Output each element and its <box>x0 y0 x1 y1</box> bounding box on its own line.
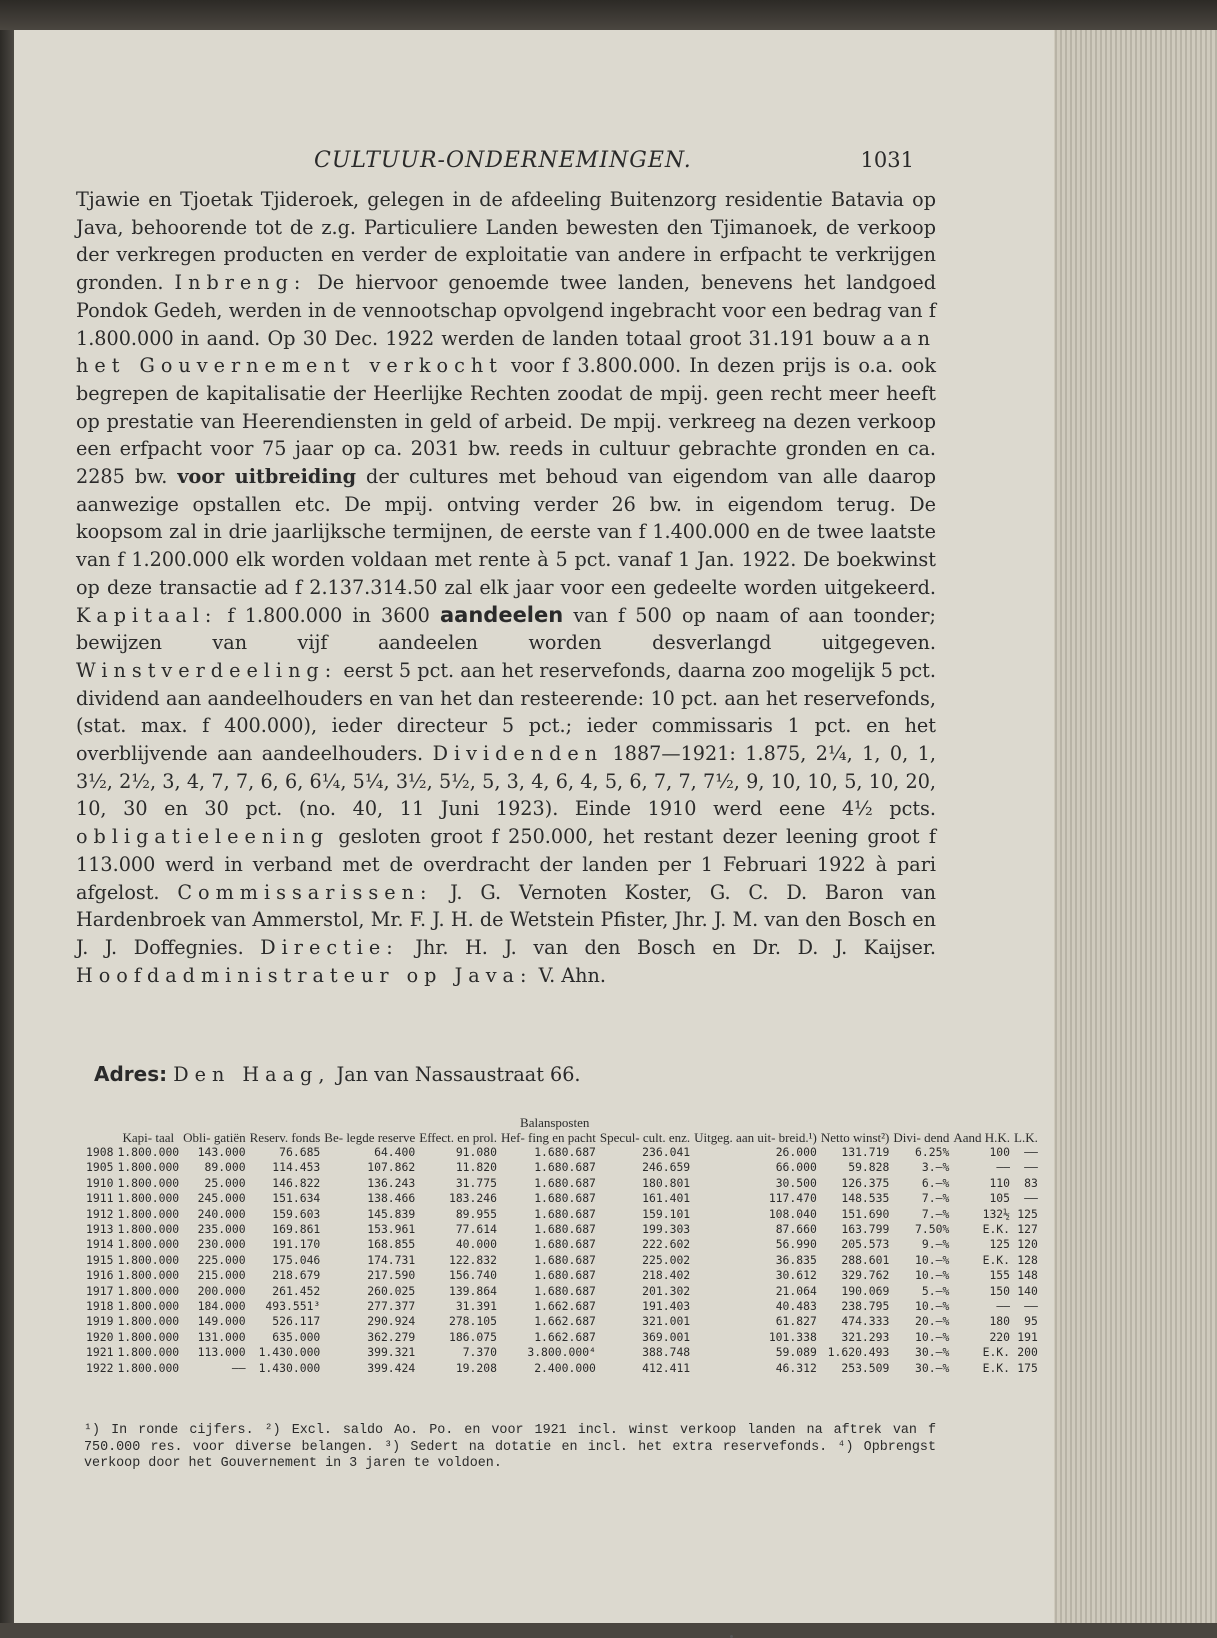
table-cell: 474.333 <box>841 1314 890 1329</box>
balance-column-header: Aand H.K. <box>953 1130 1011 1145</box>
table-cell: 105 <box>989 1191 1011 1206</box>
heading-kapitaal: Kapitaal: <box>76 603 218 627</box>
page-number: 1031 <box>860 148 914 172</box>
table-cell: 200.000 <box>197 1283 246 1298</box>
table-cell-year: 1915 <box>86 1252 114 1267</box>
table-cell: 238.795 <box>841 1299 890 1314</box>
table-cell: 125 <box>989 1237 1011 1252</box>
table-cell: 25.000 <box>204 1175 246 1190</box>
table-cell: 9.—% <box>921 1237 950 1252</box>
table-cell: 138.466 <box>367 1191 416 1206</box>
table-cell: 10.—% <box>915 1299 950 1314</box>
heading-directie: Directie: <box>260 935 399 959</box>
table-cell: E.K. <box>982 1222 1011 1237</box>
table-cell: 110 <box>989 1175 1011 1190</box>
table-cell: 150 <box>989 1283 1011 1298</box>
table-cell: 3.800.000⁴ <box>527 1345 596 1360</box>
table-cell: 7.—% <box>921 1206 950 1221</box>
table-cell: 635.000 <box>272 1329 321 1344</box>
table-cell: 225.002 <box>642 1252 691 1267</box>
table-cell: 191.170 <box>272 1237 321 1252</box>
table-cell: 388.748 <box>642 1345 691 1360</box>
balance-column-header: Effect. en prol. <box>419 1130 497 1145</box>
table-cell: 1.680.687 <box>534 1268 596 1283</box>
table-cell: —— <box>1024 1145 1038 1159</box>
table-cell: 1.800.000 <box>117 1160 180 1175</box>
table-cell: 149.000 <box>197 1314 246 1329</box>
table-cell: 399.321 <box>367 1345 416 1360</box>
table-cell: 1.800.000 <box>117 1268 180 1283</box>
balance-body <box>84 1145 1040 1376</box>
book-page <box>14 30 1054 1623</box>
table-cell-year: 1920 <box>86 1329 114 1344</box>
table-cell: 30.500 <box>775 1175 817 1190</box>
company-description: Tjawie en Tjoetak Tjideroek, gelegen in de afdeeling Buitenzorg residentie Batavia op Java, behoorende tot de z.g. Particuliere Landen bewesten den Tjimanoek, de verkoop der verkregen producten en verder de exploitatie van andere in erfpacht te verkrijgen gronden. Inbreng: De hiervoor genoemde twee landen, benevens het landgoed Pondok Gedeh, werden in de vennootschap opvolgend ingebracht voor een bedrag van f 1.800.000 in aand. Op 30 Dec. 1922 werden de landen totaal groot 31.191 bouw aan het Gouvernement verkocht voor f 3.800.000. In dezen prijs is o.a. ook begrepen de kapitalisatie der Heerlijke Rechten zoodat de mpij. geen recht meer heeft op prestatie van Heerendiensten in geld of arbeid. De mpij. verkreeg na dezen verkoop een erfpacht voor 75 jaar op ca. 2031 bw. reeds in cultuur gebrachte gronden en ca. 2285 bw. voor uitbreiding der cultures met behoud van eigendom van alle daarop aanwezige opstallen etc. De mpij. ontving verder 26 bw. in eigendom terug. De koopsom zal in drie jaarlijksche termijnen, de eerste van f 1.400.000 en de twee laatste van f 1.200.000 elk worden voldaan met rente à 5 pct. vanaf 1 Jan. 1922. De boekwinst op deze transactie ad f 2.137.314.50 zal elk jaar voor een gedeelte worden uitgekeerd. Kapitaal: f 1.800.000 in 3600 aandeelen van f 500 op naam of aan toonder; bewijzen van vijf aandeelen worden desverlangd uitgegeven. Winstverdeeling: eerst 5 pct. aan het reservefonds, daarna zoo mogelijk 5 pct. dividend aan aandeelhouders en van het dan resteerende: 10 pct. aan het reservefonds, (stat. max. f 400.000), ieder directeur 5 pct.; ieder commissaris 1 pct. en het overblijvende aan aandeelhouders. Dividenden 1887—1921: 1.875, 2¼, 1, 0, 1, 3½, 2½, 3, 4, 7, 7, 6, 6, 6¼, 5¼, 3½, 5½, 5, 3, 4, 6, 4, 5, 6, 7, 7, 7½, 9, 10, 10, 5, 10, 20, 10, 30 en 30 pct. (no. 40, 11 Juni 1923). Einde 1910 werd eene 4½ pcts. obligatieleening gesloten groot f 250.000, het restant dezer leening groot f 113.000 werd in verband met de overdracht der landen per 1 Februari 1922 à pari afgelost. Commissarissen: J. G. Vernoten Koster, G. C. D. Baron van Hardenbroek van Ammerstol, Mr. F. J. H. de Wetstein Pfister, Jhr. J. M. van den Bosch en J. J. Doffegnies. Directie: Jhr. H. J. van den Bosch en Dr. D. J. Kaijser. Hoofdadministrateur op Java: V. Ahn. <box>76 188 936 987</box>
table-cell: 59.089 <box>775 1345 817 1360</box>
table-cell-year: 1916 <box>86 1268 114 1283</box>
table-row <box>84 1191 1040 1206</box>
table-cell: 31.391 <box>455 1299 497 1314</box>
address-label: Adres: <box>94 1062 168 1086</box>
table-row <box>84 1268 1040 1283</box>
table-cell: 236.041 <box>642 1145 691 1159</box>
table-cell: 230.000 <box>197 1237 246 1252</box>
table-cell: 6.25% <box>915 1145 950 1159</box>
table-cell: 218.679 <box>272 1268 321 1283</box>
table-cell: 100 <box>989 1145 1011 1159</box>
table-cell: 321.293 <box>841 1329 890 1344</box>
table-cell: 101.338 <box>768 1329 817 1344</box>
table-cell: 199.303 <box>642 1222 691 1237</box>
table-cell: 40.000 <box>455 1237 497 1252</box>
table-cell: 1.662.687 <box>534 1329 596 1344</box>
table-row <box>84 1145 1040 1160</box>
table-cell: 217.590 <box>367 1268 416 1283</box>
table-cell: 183.246 <box>448 1191 497 1206</box>
table-cell-year: 1919 <box>86 1314 114 1329</box>
address-street: Jan van Nassaustraat 66. <box>336 1063 581 1086</box>
table-cell: 1.680.687 <box>534 1191 596 1206</box>
table-cell: 10.—% <box>915 1329 950 1344</box>
heading-dividenden: Dividenden <box>432 742 604 766</box>
table-cell: 139.864 <box>448 1283 497 1298</box>
table-cell: 235.000 <box>197 1222 246 1237</box>
body-text <box>76 186 936 989</box>
table-cell: 245.000 <box>197 1191 246 1206</box>
table-cell: 215.000 <box>197 1268 246 1283</box>
balance-column-header: L.K. <box>1014 1130 1038 1145</box>
table-cell: 1.620.493 <box>827 1345 890 1360</box>
table-cell: 7.370 <box>462 1345 497 1360</box>
table-cell: 125 <box>1017 1206 1038 1221</box>
table-cell: 277.377 <box>367 1299 416 1314</box>
book-page-edges <box>1047 30 1217 1623</box>
table-cell: 136.243 <box>367 1175 416 1190</box>
table-cell: 329.762 <box>841 1268 890 1283</box>
table-cell: 201.302 <box>642 1283 691 1298</box>
table-cell: —— <box>1024 1191 1038 1206</box>
table-cell: 155 <box>989 1268 1011 1283</box>
table-cell: 117.470 <box>768 1191 817 1206</box>
table-cell: 175.046 <box>272 1252 321 1267</box>
table-row <box>84 1284 1040 1299</box>
balance-column-header: Kapi- taal <box>122 1130 175 1145</box>
balance-column-header: Reserv. fonds <box>249 1130 321 1145</box>
table-cell: 10.—% <box>915 1268 950 1283</box>
table-cell: 168.855 <box>367 1237 416 1252</box>
table-row <box>84 1207 1040 1222</box>
balance-column-header <box>84 1130 115 1145</box>
table-cell: 7.50% <box>915 1222 950 1237</box>
table-cell: 180.801 <box>642 1175 691 1190</box>
table-cell: 31.775 <box>455 1175 497 1190</box>
table-cell-year: 1912 <box>86 1206 114 1221</box>
table-cell: 1.800.000 <box>117 1360 180 1375</box>
table-cell: 1.800.000 <box>117 1145 180 1159</box>
table-cell: 30.612 <box>775 1268 817 1283</box>
table-cell: 11.820 <box>455 1160 497 1175</box>
table-cell: 151.634 <box>272 1191 321 1206</box>
balance-column-header: Obli- gatiën <box>183 1130 246 1145</box>
table-cell: 1.662.687 <box>534 1299 596 1314</box>
table-cell: 222.602 <box>642 1237 691 1252</box>
table-cell: 30.—% <box>915 1360 950 1375</box>
table-cell: 175 <box>1017 1360 1038 1375</box>
table-cell: —— <box>996 1299 1011 1314</box>
table-cell: 1.800.000 <box>117 1175 180 1190</box>
table-cell: 412.411 <box>642 1360 691 1375</box>
balance-column-header: Divi- dend <box>893 1130 950 1145</box>
table-cell: 59.828 <box>848 1160 890 1175</box>
table-cell: 143.000 <box>197 1145 246 1159</box>
table-row <box>84 1314 1040 1329</box>
address-city: Den Haag, <box>173 1063 331 1086</box>
table-cell: —— <box>231 1360 246 1375</box>
table-cell: 26.000 <box>775 1145 817 1159</box>
table-cell: 218.402 <box>642 1268 691 1283</box>
table-cell: 127 <box>1017 1222 1038 1237</box>
table-cell: 184.000 <box>197 1299 246 1314</box>
table-cell: 1.680.687 <box>534 1175 596 1190</box>
balance-column-header: Uitgeg. aan uit- breid.¹) <box>694 1130 817 1145</box>
balance-column-header: Netto winst²) <box>820 1130 890 1145</box>
table-cell: 61.827 <box>775 1314 817 1329</box>
heading-hoofdadministrateur: Hoofdadministrateur op Java: <box>76 963 533 987</box>
table-cell: 132½ <box>982 1206 1011 1221</box>
table-cell: 261.452 <box>272 1283 321 1298</box>
table-cell: 1.800.000 <box>117 1299 180 1314</box>
table-cell: 3.—% <box>921 1160 950 1175</box>
balance-group-header-row <box>84 1115 1040 1130</box>
table-cell: 46.312 <box>775 1360 817 1375</box>
table-row <box>84 1361 1040 1376</box>
table-cell: 1.800.000 <box>117 1206 180 1221</box>
table-cell-year: 1908 <box>86 1145 114 1159</box>
table-cell: 40.483 <box>775 1299 817 1314</box>
table-cell: 1.680.687 <box>534 1283 596 1298</box>
footnote-text: ¹) In ronde cijfers. ²) Excl. saldo Ao. Po. en voor 1921 incl. winst verkoop landen na aftrek van f 750.000 res. voor diverse belangen. ³) Sedert na dotatie en incl. het extra reservefonds. ⁴) Opbrengst verkoop door het Gouvernement in 3 jaren te voldoen. <box>84 1423 936 1471</box>
table-cell: 169.861 <box>272 1222 321 1237</box>
table-cell: 260.025 <box>367 1283 416 1298</box>
address-line <box>94 1062 581 1086</box>
table-cell-year: 1910 <box>86 1175 114 1190</box>
table-cell: 362.279 <box>367 1329 416 1344</box>
table-cell: 66.000 <box>775 1160 817 1175</box>
table-row <box>84 1330 1040 1345</box>
table-cell: 95 <box>1024 1314 1038 1329</box>
table-row <box>84 1253 1040 1268</box>
table-cell: 113.000 <box>197 1345 246 1360</box>
table-cell: 140 <box>1017 1283 1038 1298</box>
table-cell-year: 1918 <box>86 1299 114 1314</box>
table-cell: 220 <box>989 1329 1011 1344</box>
table-row <box>84 1160 1040 1175</box>
table-cell: 205.573 <box>841 1237 890 1252</box>
top-shadow <box>0 0 1217 30</box>
heading-commissarissen: Commissarissen: <box>177 880 433 904</box>
table-cell: 131.719 <box>841 1145 890 1159</box>
balance-table <box>84 1115 1040 1376</box>
table-cell: 56.990 <box>775 1237 817 1252</box>
table-row <box>84 1299 1040 1314</box>
table-cell: 145.839 <box>367 1206 416 1221</box>
table-cell: 108.040 <box>768 1206 817 1221</box>
table-cell: 1.800.000 <box>117 1222 180 1237</box>
table-cell-year: 1905 <box>86 1160 114 1175</box>
table-cell: 225.000 <box>197 1252 246 1267</box>
footnotes <box>84 1423 936 1473</box>
heading-winstverdeeling: Winstverdeeling: <box>76 658 338 682</box>
table-cell: 20.—% <box>915 1314 950 1329</box>
table-cell-year: 1911 <box>86 1191 114 1206</box>
table-cell: E.K. <box>982 1360 1011 1375</box>
table-cell: 6.—% <box>921 1175 950 1190</box>
balance-column-header: Hef- fing en pacht <box>500 1130 596 1145</box>
table-cell: —— <box>996 1160 1011 1175</box>
table-cell: 126.375 <box>841 1175 890 1190</box>
table-cell: 77.614 <box>455 1222 497 1237</box>
table-cell: 278.105 <box>448 1314 497 1329</box>
heading-inbreng: Inbreng: <box>174 271 307 295</box>
table-cell: 30.—% <box>915 1345 950 1360</box>
table-cell: 190.069 <box>841 1283 890 1298</box>
table-cell: —— <box>1024 1299 1038 1314</box>
table-cell: 161.401 <box>642 1191 691 1206</box>
table-cell: 1.680.687 <box>534 1252 596 1267</box>
table-cell: 122.832 <box>448 1252 497 1267</box>
table-cell: 89.000 <box>204 1160 246 1175</box>
table-cell: 1.800.000 <box>117 1314 180 1329</box>
table-cell: 1.680.687 <box>534 1160 596 1175</box>
table-cell: 246.659 <box>642 1160 691 1175</box>
table-cell: 7.—% <box>921 1191 950 1206</box>
running-head: CULTUUR-ONDERNEMINGEN. <box>314 148 692 173</box>
table-cell: 153.961 <box>367 1222 416 1237</box>
table-cell: 64.400 <box>374 1145 416 1159</box>
table-cell: 148 <box>1017 1268 1038 1283</box>
table-cell: 1.800.000 <box>117 1252 180 1267</box>
table-cell-year: 1921 <box>86 1345 114 1360</box>
table-cell: 146.822 <box>272 1175 321 1190</box>
table-cell: 369.001 <box>642 1329 691 1344</box>
table-cell: E.K. <box>982 1252 1011 1267</box>
table-cell: 1.430.000 <box>258 1345 321 1360</box>
table-row <box>84 1176 1040 1191</box>
heading-obligatieleening: obligatieleening <box>76 825 330 849</box>
table-cell: 1.680.687 <box>534 1237 596 1252</box>
table-cell: 163.799 <box>841 1222 890 1237</box>
table-cell: 131.000 <box>197 1329 246 1344</box>
table-row <box>84 1345 1040 1360</box>
table-cell: 174.731 <box>367 1252 416 1267</box>
table-cell-year: 1914 <box>86 1237 114 1252</box>
table-cell: 89.955 <box>455 1206 497 1221</box>
table-cell: 156.740 <box>448 1268 497 1283</box>
table-cell-year: 1917 <box>86 1283 114 1298</box>
table-cell: 159.603 <box>272 1206 321 1221</box>
table-cell: E.K. <box>982 1345 1011 1360</box>
table-cell: 399.424 <box>367 1360 416 1375</box>
table-cell-year: 1922 <box>86 1360 114 1375</box>
table-cell: 36.835 <box>775 1252 817 1267</box>
table-cell: 1.680.687 <box>534 1222 596 1237</box>
table-cell: 321.001 <box>642 1314 691 1329</box>
table-cell: 1.800.000 <box>117 1329 180 1344</box>
table-cell: 290.924 <box>367 1314 416 1329</box>
table-cell: 1.800.000 <box>117 1283 180 1298</box>
table-cell: 114.453 <box>272 1160 321 1175</box>
balance-column-header: Be- legde reserve <box>324 1130 416 1145</box>
table-cell: 1.680.687 <box>534 1145 596 1159</box>
table-cell: 1.800.000 <box>117 1345 180 1360</box>
table-cell: 1.430.000 <box>258 1360 321 1375</box>
table-cell: 1.680.687 <box>534 1206 596 1221</box>
table-cell: 91.080 <box>455 1145 497 1159</box>
table-cell: 288.601 <box>841 1252 890 1267</box>
table-cell: 180 <box>989 1314 1011 1329</box>
table-cell: 120 <box>1017 1237 1038 1252</box>
table-cell: 107.862 <box>367 1160 416 1175</box>
balance-column-header: Specul- cult. enz. <box>599 1130 691 1145</box>
balance-header-row <box>84 1130 1040 1145</box>
table-cell: 1.800.000 <box>117 1237 180 1252</box>
table-cell: 83 <box>1024 1175 1038 1190</box>
table-cell: 76.685 <box>279 1145 321 1159</box>
table-cell: 186.075 <box>448 1329 497 1344</box>
table-cell: 191 <box>1017 1329 1038 1344</box>
table-cell: 5.—% <box>921 1283 950 1298</box>
table-cell: 240.000 <box>197 1206 246 1221</box>
table-cell: 87.660 <box>775 1222 817 1237</box>
table-cell: 148.535 <box>841 1191 890 1206</box>
table-cell: 10.—% <box>915 1252 950 1267</box>
table-cell: —— <box>1024 1160 1038 1175</box>
table-cell: 2.400.000 <box>534 1360 596 1375</box>
table-cell: 191.403 <box>642 1299 691 1314</box>
table-cell: 1.662.687 <box>534 1314 596 1329</box>
table-cell: 493.551³ <box>265 1299 321 1314</box>
table-row <box>84 1237 1040 1252</box>
table-cell: 1.800.000 <box>117 1191 180 1206</box>
table-row <box>84 1222 1040 1237</box>
table-cell: 253.509 <box>841 1360 890 1375</box>
heading-aandeelen: aandeelen <box>440 602 564 627</box>
balance-group-header: Balansposten <box>520 1115 590 1130</box>
table-cell: 151.690 <box>841 1206 890 1221</box>
table-cell: 159.101 <box>642 1206 691 1221</box>
table-cell: 526.117 <box>272 1314 321 1329</box>
table-cell: 200 <box>1017 1345 1038 1360</box>
table-cell: 21.064 <box>775 1283 817 1298</box>
table-cell: 19.208 <box>455 1360 497 1375</box>
table-cell-year: 1913 <box>86 1222 114 1237</box>
table-cell: 128 <box>1017 1252 1038 1267</box>
